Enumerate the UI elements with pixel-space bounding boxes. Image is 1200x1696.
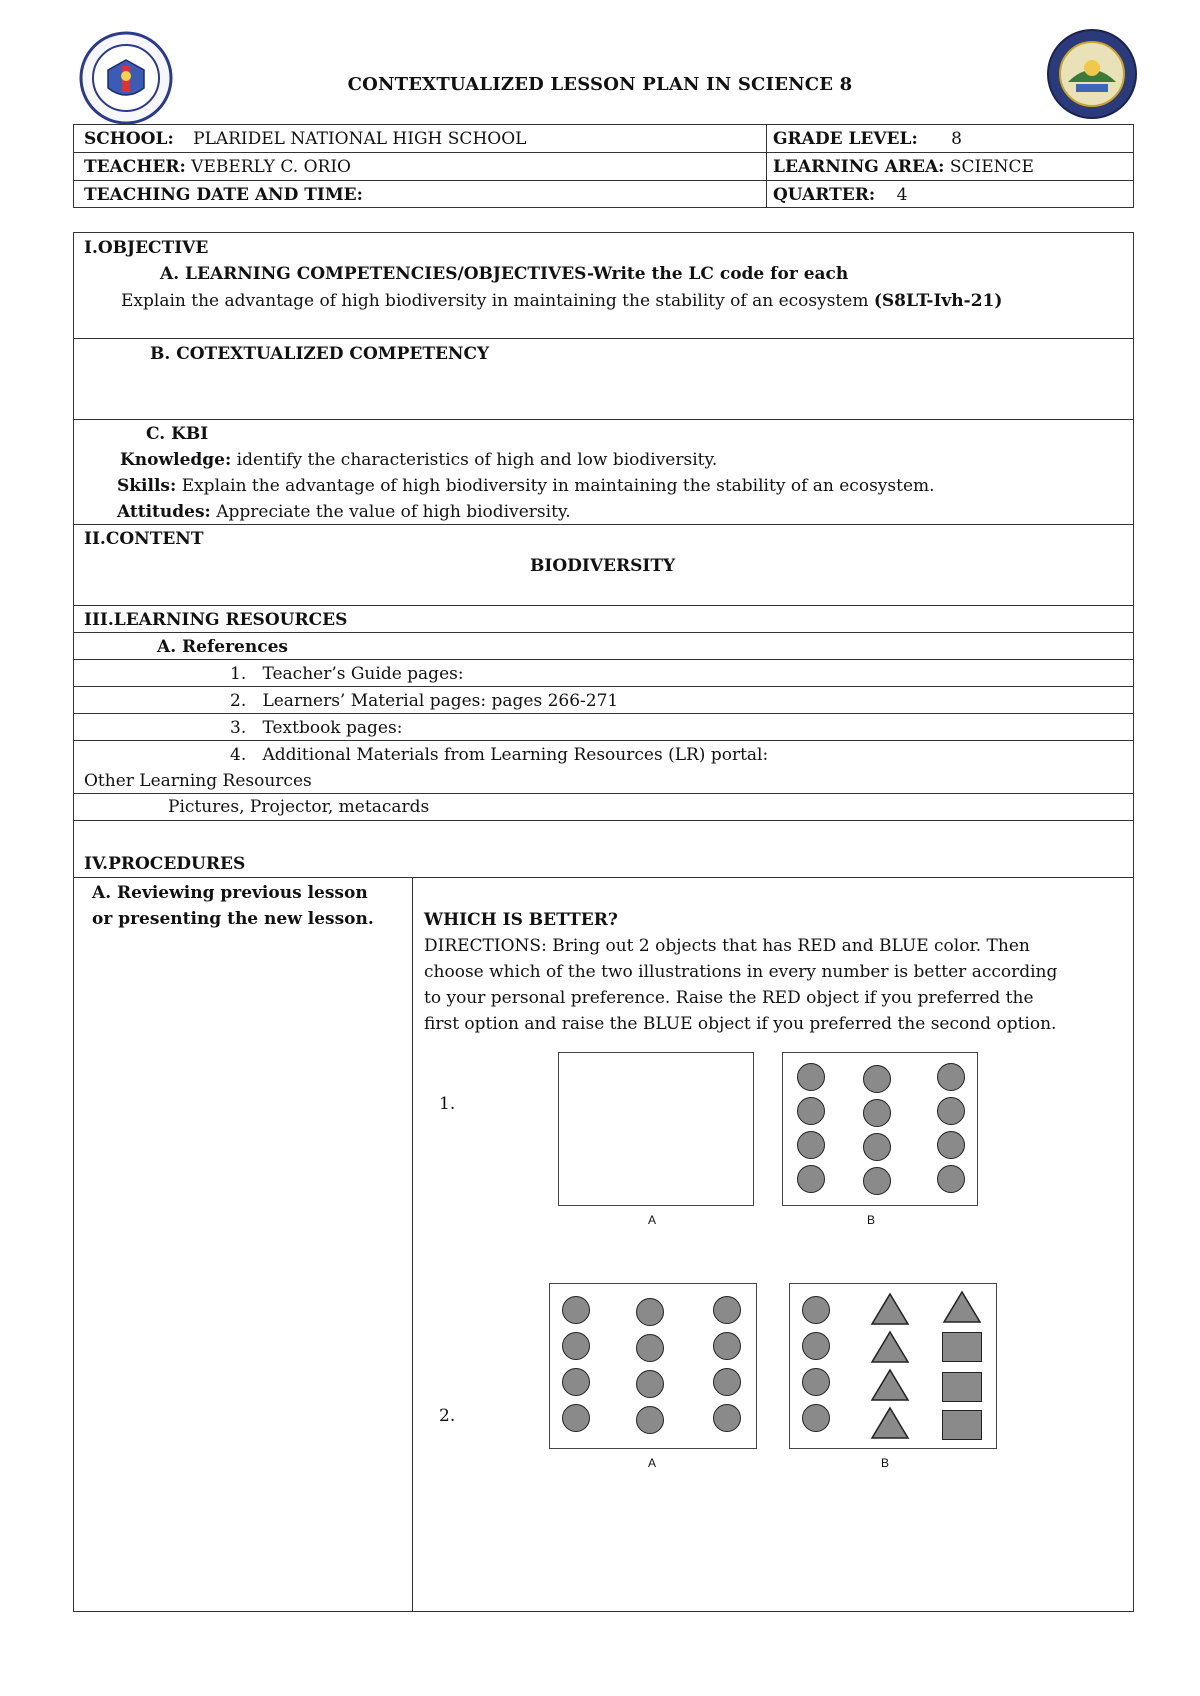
resource-item: 3. Textbook pages: (230, 718, 403, 738)
competency-text: Explain the advantage of high biodiversity in maintaining the stability of an ecosystem (S8LT-Ivh-21) (121, 291, 1003, 311)
item-1-option-b-picture (782, 1052, 978, 1206)
directions-line: choose which of the two illustrations in every number is better according (424, 962, 1058, 982)
item-2-number: 2. (439, 1406, 456, 1426)
item-1-number: 1. (439, 1094, 456, 1114)
date-label: TEACHING DATE AND TIME: (84, 185, 363, 205)
kbi-knowledge: Knowledge: identify the characteristics of high and low biodiversity. (120, 450, 718, 470)
directions-line: first option and raise the BLUE object if you preferred the second option. (424, 1014, 1057, 1034)
objective-heading: I.OBJECTIVE (84, 238, 209, 258)
directions-line: DIRECTIONS: Bring out 2 objects that has RED and BLUE color. Then (424, 936, 1030, 956)
document-title: CONTEXTUALIZED LESSON PLAN IN SCIENCE 8 (347, 74, 853, 95)
contextualized-competency-heading: B. COTEXTUALIZED COMPETENCY (150, 344, 490, 364)
step-a-line2: or presenting the new lesson. (92, 909, 374, 929)
resource-item: 1. Teacher’s Guide pages: (230, 664, 464, 684)
quarter-label: QUARTER: (773, 185, 876, 205)
content-topic: BIODIVERSITY (530, 556, 676, 576)
item-2-option-a-picture (549, 1283, 757, 1449)
other-resources-label: Other Learning Resources (84, 771, 312, 791)
item-1-option-a-picture (558, 1052, 754, 1206)
quarter-value: 4 (896, 185, 908, 205)
activity-title: WHICH IS BETTER? (424, 910, 618, 930)
teacher-label: TEACHER: (84, 157, 186, 177)
competency-heading: A. LEARNING COMPETENCIES/OBJECTIVES-Write the LC code for each (160, 264, 849, 284)
kbi-skills: Skills: Explain the advantage of high biodiversity in maintaining the stability of an ecosystem. (117, 476, 935, 496)
school-label: SCHOOL: (84, 129, 174, 149)
resources-heading: III.LEARNING RESOURCES (84, 610, 348, 630)
other-resources-value: Pictures, Projector, metacards (168, 797, 430, 817)
item-2-option-a-label: A (648, 1456, 657, 1470)
area-value: SCIENCE (949, 157, 1034, 177)
school-value: PLARIDEL NATIONAL HIGH SCHOOL (193, 129, 527, 149)
grade-row (773, 128, 962, 150)
item-1-option-a-label: A (648, 1213, 657, 1227)
area-row (773, 156, 1034, 178)
content-heading: II.CONTENT (84, 529, 204, 549)
resource-item: 4. Additional Materials from Learning Resources (LR) portal: (230, 745, 769, 765)
lc-code: (S8LT-Ivh-21) (873, 291, 1003, 311)
procedures-heading: IV.PROCEDURES (84, 854, 246, 874)
grade-value: 8 (951, 129, 962, 149)
item-2-option-b-picture (789, 1283, 997, 1449)
kbi-attitudes: Attitudes: Appreciate the value of high biodiversity. (117, 502, 571, 522)
quarter-row (773, 184, 907, 206)
directions-line: to your personal preference. Raise the RED object if you preferred the (424, 988, 1034, 1008)
references-label: A. References (157, 637, 288, 657)
school-row (84, 128, 526, 150)
kbi-heading: C. KBI (146, 424, 209, 444)
item-2-option-b-label: B (881, 1456, 890, 1470)
grade-label: GRADE LEVEL: (773, 129, 918, 149)
resource-item: 2. Learners’ Material pages: pages 266-271 (230, 691, 619, 711)
area-label: LEARNING AREA: (773, 157, 945, 177)
teacher-row (84, 156, 351, 178)
step-a-line1: A. Reviewing previous lesson (92, 883, 368, 903)
item-1-option-b-label: B (867, 1213, 876, 1227)
teacher-value: VEBERLY C. ORIO (191, 157, 351, 177)
